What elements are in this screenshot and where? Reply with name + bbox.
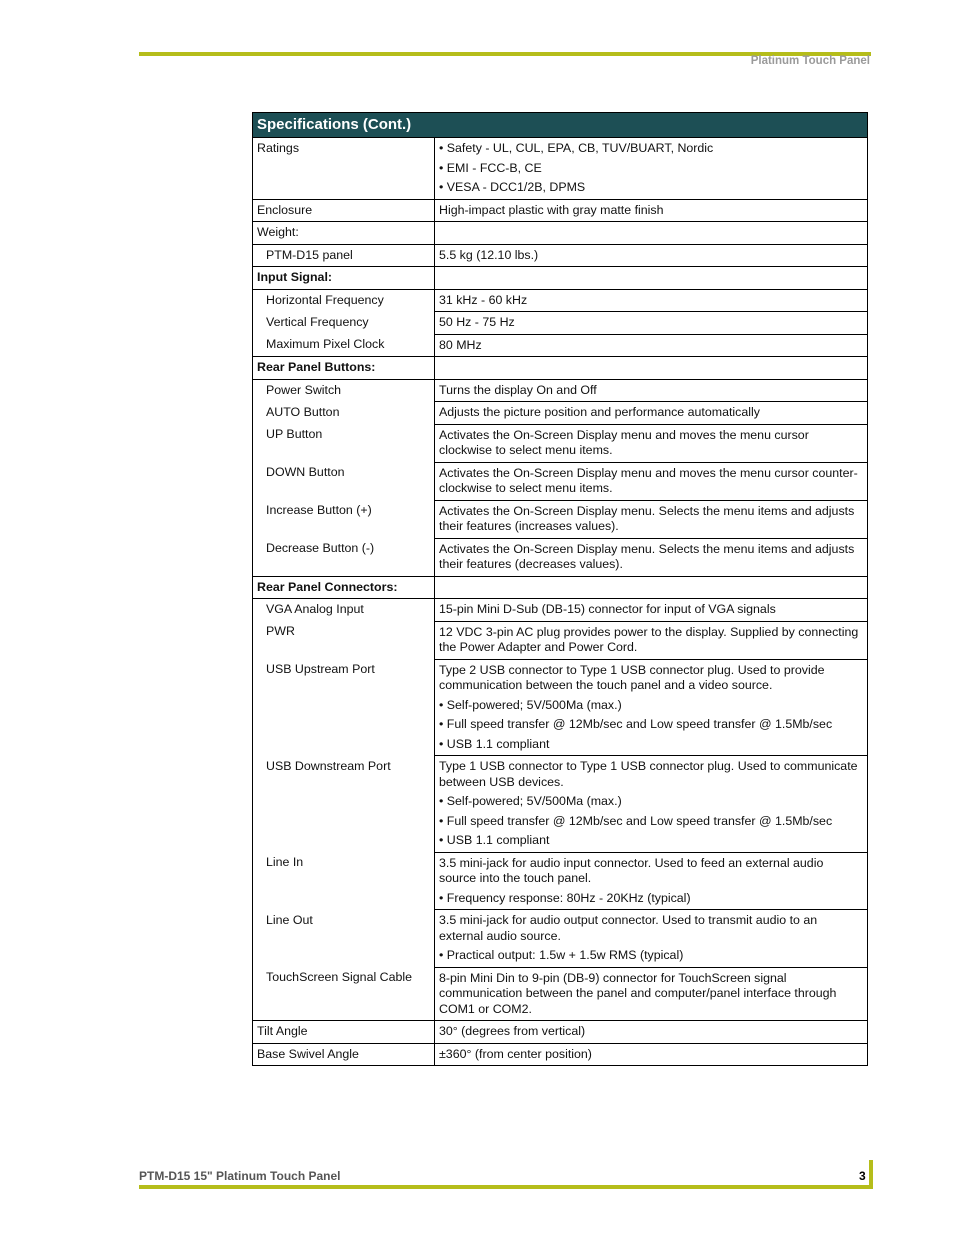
table-row — [253, 462, 868, 500]
row-label: Tilt Angle — [253, 1021, 435, 1044]
row-value: Activates the On-Screen Display menu. Selects the menu items and adjusts their features (increases values). — [435, 500, 868, 538]
table-row — [253, 599, 868, 622]
row-label: PWR — [253, 621, 435, 659]
row-label: Vertical Frequency — [253, 312, 435, 335]
row-label: Decrease Button (-) — [253, 538, 435, 576]
row-value: Activates the On-Screen Display menu and moves the menu cursor clockwise to select menu items. — [435, 424, 868, 462]
row-label: AUTO Button — [253, 402, 435, 425]
table-row — [253, 222, 868, 245]
footer-title: PTM-D15 15" Platinum Touch Panel — [139, 1169, 341, 1183]
section-label: Input Signal: — [253, 267, 435, 290]
row-label: Maximum Pixel Clock — [253, 334, 435, 357]
table-row — [253, 852, 868, 910]
row-value: 15-pin Mini D-Sub (DB-15) connector for input of VGA signals — [435, 599, 868, 622]
row-label: UP Button — [253, 424, 435, 462]
table-row — [253, 1043, 868, 1066]
row-value — [435, 357, 868, 380]
bullet-item: • EMI - FCC-B, CE — [439, 160, 542, 175]
bullet-item: • Full speed transfer @ 12Mb/sec and Low speed transfer @ 1.5Mb/sec — [439, 813, 833, 828]
row-label: VGA Analog Input — [253, 599, 435, 622]
row-value: Activates the On-Screen Display menu and moves the menu cursor counter-clockwise to select menu items. — [435, 462, 868, 500]
specifications-table — [252, 112, 868, 1066]
row-value — [435, 222, 868, 245]
row-label: Horizontal Frequency — [253, 289, 435, 312]
header-title: Platinum Touch Panel — [750, 55, 870, 67]
row-label: TouchScreen Signal Cable — [253, 967, 435, 1021]
row-value — [435, 576, 868, 599]
row-value: 12 VDC 3-pin AC plug provides power to the display. Supplied by connecting the Power Adapter and Power Cord. — [435, 621, 868, 659]
row-value: Activates the On-Screen Display menu. Selects the menu items and adjusts their features (decreases values). — [435, 538, 868, 576]
row-text: 3.5 mini-jack for audio input connector. Used to feed an external audio source into the touch panel. — [439, 855, 824, 885]
row-value: 80 MHz — [435, 334, 868, 357]
footer-rule — [139, 1185, 871, 1189]
row-value: 31 kHz - 60 kHz — [435, 289, 868, 312]
bullet-item: • Frequency response: 80Hz - 20KHz (typical) — [439, 890, 691, 905]
table-row — [253, 267, 868, 290]
row-value: 8-pin Mini Din to 9-pin (DB-9) connector for TouchScreen signal communication between the panel and computer/panel interface through COM1 or COM2. — [435, 967, 868, 1021]
row-value — [435, 659, 868, 756]
row-label: Increase Button (+) — [253, 500, 435, 538]
bullet-item: • USB 1.1 compliant — [439, 833, 550, 847]
row-label: DOWN Button — [253, 462, 435, 500]
table-row — [253, 659, 868, 756]
row-text: Type 2 USB connector to Type 1 USB connector plug. Used to provide communication between the touch panel and a video source. — [439, 662, 825, 692]
row-label: Enclosure — [253, 199, 435, 222]
row-label: Line Out — [253, 910, 435, 968]
row-text: Type 1 USB connector to Type 1 USB connector plug. Used to communicate between USB devices. — [439, 759, 858, 789]
table-row — [253, 967, 868, 1021]
row-value — [435, 910, 868, 968]
row-value: Turns the display On and Off — [435, 379, 868, 402]
bullet-item: • Safety - UL, CUL, EPA, CB, TUV/BUART, Nordic — [439, 141, 714, 155]
row-label: USB Downstream Port — [253, 756, 435, 853]
row-label: Base Swivel Angle — [253, 1043, 435, 1066]
row-value: 50 Hz - 75 Hz — [435, 312, 868, 335]
bullet-item: • Full speed transfer @ 12Mb/sec and Low speed transfer @ 1.5Mb/sec — [439, 717, 833, 731]
bullet-item: • Self-powered; 5V/500Ma (max.) — [439, 697, 622, 712]
row-value — [435, 138, 868, 200]
table-row — [253, 402, 868, 425]
row-text: 3.5 mini-jack for audio output connector. Used to transmit audio to an external audio source. — [439, 913, 818, 943]
row-label: USB Upstream Port — [253, 659, 435, 756]
row-value — [435, 852, 868, 910]
table-row — [253, 500, 868, 538]
table-row — [253, 538, 868, 576]
row-value: Adjusts the picture position and performance automatically — [435, 402, 868, 425]
table-row — [253, 621, 868, 659]
table-row — [253, 379, 868, 402]
row-label: Power Switch — [253, 379, 435, 402]
row-value: High-impact plastic with gray matte finish — [435, 199, 868, 222]
table-row — [253, 138, 868, 200]
bullet-item: • Practical output: 1.5w + 1.5w RMS (typical) — [439, 948, 684, 962]
table-row — [253, 357, 868, 380]
section-label: Rear Panel Buttons: — [253, 357, 435, 380]
table-row — [253, 289, 868, 312]
row-value: 5.5 kg (12.10 lbs.) — [435, 244, 868, 267]
table-row — [253, 576, 868, 599]
table-row — [253, 334, 868, 357]
table-row — [253, 199, 868, 222]
bullet-item: • USB 1.1 compliant — [439, 736, 550, 751]
table-title: Specifications (Cont.) — [253, 113, 868, 138]
row-value: ±360° (from center position) — [435, 1043, 868, 1066]
row-value — [435, 756, 868, 853]
row-label: Ratings — [253, 138, 435, 200]
page-number: 3 — [859, 1169, 866, 1183]
table-row — [253, 244, 868, 267]
row-label: PTM-D15 panel — [253, 244, 435, 267]
table-row — [253, 910, 868, 968]
table-row — [253, 424, 868, 462]
row-value: 30° (degrees from vertical) — [435, 1021, 868, 1044]
table-row — [253, 1021, 868, 1044]
row-label: Line In — [253, 852, 435, 910]
section-label: Rear Panel Connectors: — [253, 576, 435, 599]
table-row — [253, 312, 868, 335]
bullet-item: • VESA - DCC1/2B, DPMS — [439, 180, 586, 194]
row-value — [435, 267, 868, 290]
row-label: Weight: — [253, 222, 435, 245]
bullet-item: • Self-powered; 5V/500Ma (max.) — [439, 794, 622, 808]
table-row — [253, 756, 868, 853]
